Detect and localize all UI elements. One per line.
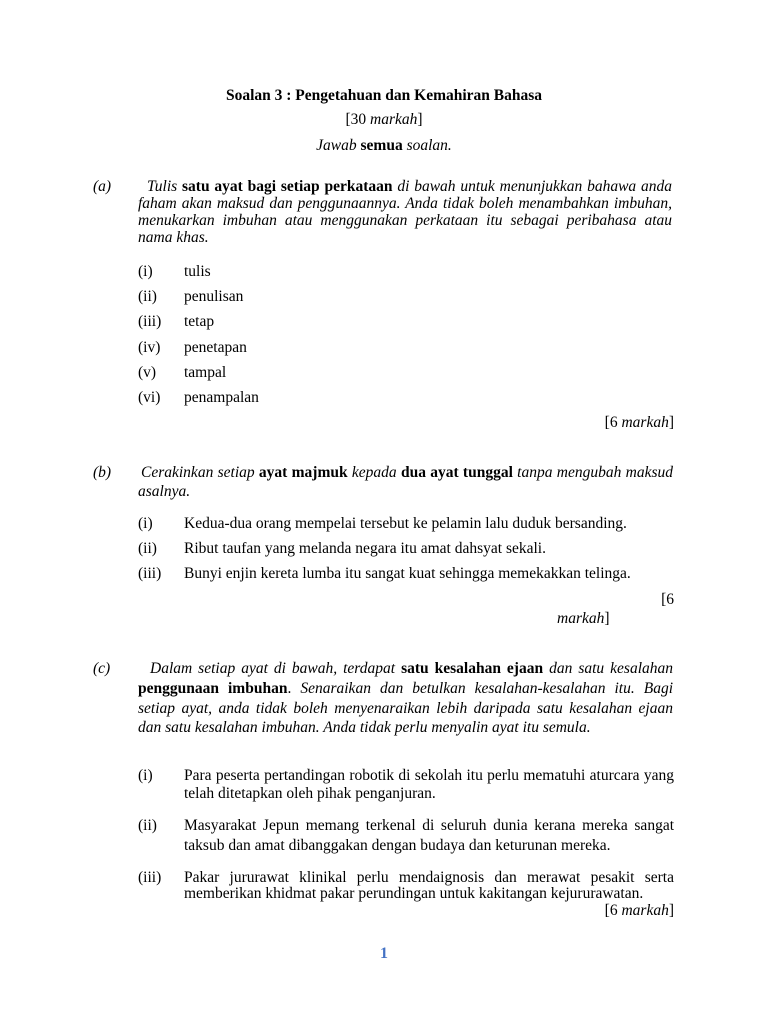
part-a-item-word: tampal (184, 364, 227, 381)
instruction-punctuation: . (287, 680, 301, 697)
instruction-text: Dalam setiap ayat di bawah, terdapat (150, 660, 402, 677)
part-c-item-number: (i) (138, 767, 153, 784)
instruction-text: kepada (347, 464, 401, 481)
instruction-emphasis: satu kesalahan ejaan (401, 660, 544, 677)
part-b-instruction-line-2: asalnya. (138, 483, 191, 500)
marks-close: ] (668, 902, 674, 919)
marks-word: markah (621, 414, 669, 431)
section-instruction (0, 137, 768, 155)
part-a-item-word: tulis (184, 263, 211, 280)
instruction-emphasis: ayat majmuk (258, 464, 348, 481)
part-c-item-sentence-line: Pakar jururawat klinikal perlu mendaignosis dan merawat pesakit serta (184, 869, 674, 886)
instruction-text: di bawah untuk menunjukkan bahawa anda (392, 178, 673, 195)
instruction-text: dan satu kesalahan (543, 660, 674, 677)
part-b-marks-open: [6 (661, 591, 674, 608)
part-a-instruction-line-1 (147, 178, 672, 196)
marks-word: markah (557, 610, 605, 627)
part-c-item-sentence-line: Para peserta pertandingan robotik di sekolah itu perlu mematuhi aturcara yang (184, 767, 674, 784)
part-a-item-number: (i) (138, 263, 153, 280)
instruction-emphasis: dua ayat tunggal (400, 464, 513, 481)
part-b-item-number: (i) (138, 515, 153, 532)
marks-open: [6 (604, 902, 622, 919)
part-b-item-sentence: Bunyi enjin kereta lumba itu sangat kuat sehingga memekakkan telinga. (184, 565, 631, 582)
part-a-instruction-line-4: nama khas. (138, 229, 209, 246)
part-c-item-number: (iii) (138, 869, 162, 886)
marks-close: ] (604, 610, 610, 627)
part-a-item-word: penetapan (184, 339, 247, 356)
section-title: Soalan 3 : Pengetahuan dan Kemahiran Bahasa (225, 87, 543, 104)
part-c-item-sentence-line: memberikan khidmat pakar perundingan untuk kakitangan kejururawatan. (184, 885, 644, 902)
part-a-item-number: (iv) (138, 339, 161, 356)
part-a-instruction-line-2: faham akan maksud dan penggunaannya. Anda tidak boleh menambahkan imbuhan, (138, 195, 672, 212)
instruction-text: soalan. (402, 137, 452, 154)
instruction-emphasis: penggunaan imbuhan (138, 680, 288, 697)
part-c-item-number: (ii) (138, 817, 157, 834)
page-number: 1 (380, 945, 388, 962)
part-c-label: (c) (93, 660, 111, 677)
part-c-instruction-line-4: dan satu kesalahan imbuhan. Anda tidak perlu menyalin ayat itu semula. (138, 719, 591, 736)
part-a-item-word: penulisan (184, 288, 244, 305)
instruction-text: Cerakinkan setiap (141, 464, 259, 481)
part-a-marks (605, 414, 674, 432)
marks-close: ] (417, 111, 423, 128)
instruction-emphasis: semua (360, 137, 403, 154)
part-b-item-number: (ii) (138, 540, 157, 557)
part-b-marks-rest (557, 610, 610, 628)
part-a-item-number: (iii) (138, 313, 162, 330)
part-c-instruction-line-3: setiap ayat, anda tidak boleh menyenaraikan lebih daripada satu kesalahan ejaan (138, 700, 673, 717)
marks-close: ] (668, 414, 674, 431)
part-a-item-word: penampalan (184, 389, 259, 406)
marks-open: [6 (604, 414, 622, 431)
marks-word: markah (370, 111, 418, 128)
section-total-marks (0, 111, 768, 129)
part-c-item-sentence-line: Masyarakat Jepun memang terkenal di seluruh dunia kerana mereka sangat (184, 817, 674, 834)
instruction-emphasis: satu ayat bagi setiap perkataan (182, 178, 393, 195)
part-b-instruction-line-1 (141, 464, 673, 482)
part-a-instruction-line-3: menukarkan imbuhan atau menggunakan perkataan itu sebagai peribahasa atau (138, 212, 672, 229)
part-b-item-number: (iii) (138, 565, 162, 582)
part-b-item-sentence: Ribut taufan yang melanda negara itu amat dahsyat sekali. (184, 540, 546, 557)
instruction-text: Senaraikan dan betulkan kesalahan-kesalahan itu. Bagi (300, 680, 673, 697)
instruction-text: Tulis (147, 178, 182, 195)
marks-open: [30 (345, 111, 370, 128)
part-c-item-sentence-line: telah ditetapkan oleh pihak penganjuran. (184, 785, 436, 802)
part-a-item-word: tetap (184, 313, 215, 330)
part-b-label: (b) (93, 464, 112, 481)
part-a-label: (a) (93, 178, 112, 195)
part-c-instruction-line-2 (138, 680, 673, 698)
part-c-marks (605, 902, 674, 920)
instruction-text: Jawab (316, 137, 361, 154)
part-a-item-number: (ii) (138, 288, 157, 305)
part-a-item-number: (v) (138, 364, 157, 381)
part-c-item-sentence-line: taksub dan amat dibanggakan dengan budaya dan keturunan mereka. (184, 837, 611, 854)
part-a-item-number: (vi) (138, 389, 161, 406)
marks-word: markah (621, 902, 669, 919)
part-c-instruction-line-1 (150, 660, 673, 678)
instruction-text: tanpa mengubah maksud (512, 464, 673, 481)
part-b-item-sentence: Kedua-dua orang mempelai tersebut ke pelamin lalu duduk bersanding. (184, 515, 627, 532)
